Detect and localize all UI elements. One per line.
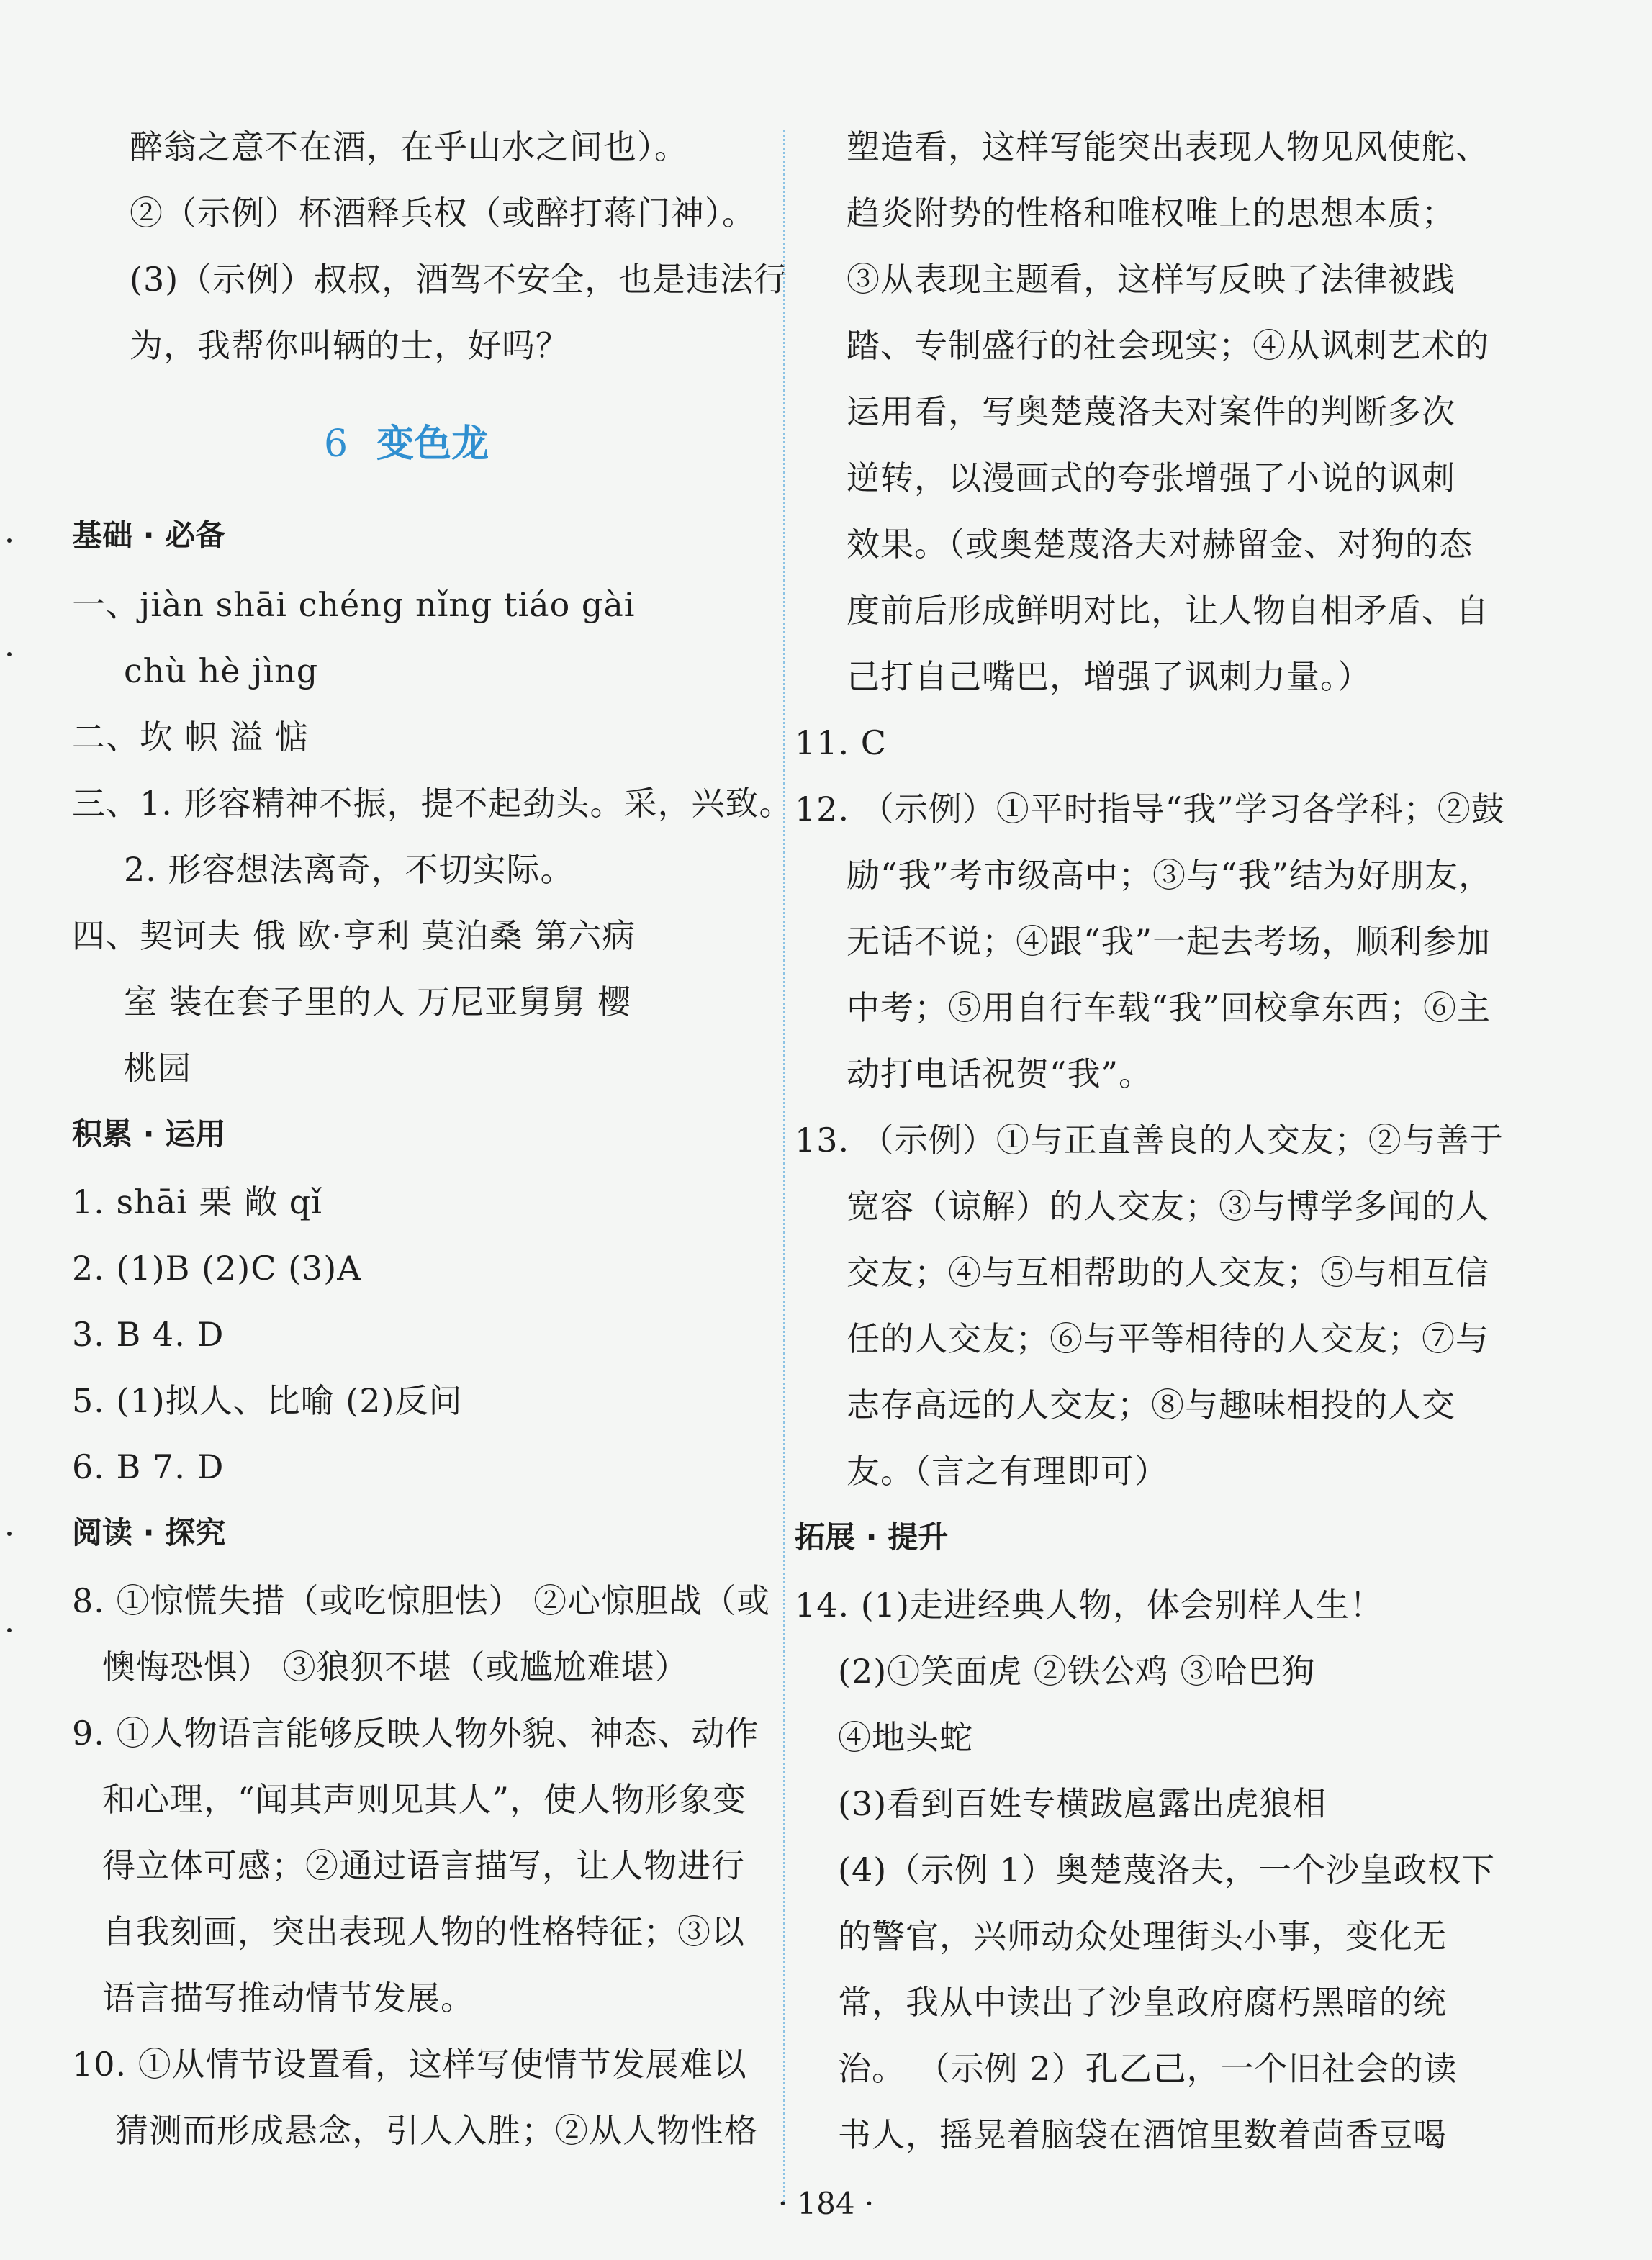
text-line: 志存高远的人交友；⑧与趣味相投的人交 (847, 1386, 1455, 1424)
text-line: 效果。（或奥楚蔑洛夫对赫留金、对狗的态 (847, 525, 1473, 564)
text-line: 二、坎 帜 溢 惦 (72, 718, 309, 756)
text-line: (2)①笑面虎 ②铁公鸡 ③哈巴狗 (838, 1652, 1316, 1691)
text-line: 得立体可感；②通过语言描写，让人物进行 (102, 1846, 745, 1885)
text-line: 宽容（谅解）的人交友；③与博学多闻的人 (847, 1187, 1489, 1226)
text-line: 12. （示例）①平时指导“我”学习各学科；②鼓 (795, 790, 1505, 828)
text-line: 一、jiàn shāi chéng nǐng tiáo gài (72, 585, 636, 624)
text-line: chù hè jìng (124, 651, 319, 690)
section-title-text: 变色龙 (376, 422, 489, 466)
text-line: 交友；④与互相帮助的人交友；⑤与相互信 (847, 1253, 1489, 1292)
text-line: 语言描写推动情节发展。 (102, 1979, 474, 2017)
section-heading: 拓展 · 提升 (795, 1519, 949, 1555)
text-line: 趋炎附势的性格和唯权唯上的思想本质； (847, 194, 1455, 232)
text-line: 为，我帮你叫辆的士，好吗？ (130, 326, 569, 365)
text-line: 醉翁之意不在酒，在乎山水之间也）。 (130, 127, 688, 166)
text-line: 三、1. 形容精神不振，提不起劲头。采，兴致。 (72, 784, 793, 823)
page-number: · 184 · (777, 2186, 875, 2221)
section-heading: 积累 · 运用 (72, 1116, 226, 1152)
margin-dot (7, 1532, 12, 1536)
text-line: (3)看到百姓专横跋扈露出虎狼相 (838, 1784, 1327, 1823)
text-line: 治。 （示例 2）孔乙己，一个旧社会的读 (838, 2049, 1458, 2088)
text-line: 6. B 7. D (72, 1447, 225, 1486)
text-line: 中考；⑤用自行车载“我”回校拿东西；⑥主 (847, 988, 1491, 1027)
margin-dot (7, 652, 12, 656)
text-line: 四、契诃夫 俄 欧·亨利 莫泊桑 第六病 (72, 916, 636, 955)
text-line: 11. C (795, 723, 887, 762)
margin-dot (7, 1628, 12, 1632)
text-line: 己打自己嘴巴，增强了讽刺力量。） (847, 657, 1371, 696)
text-line: 塑造看，这样写能突出表现人物见风使舵、 (847, 127, 1489, 166)
text-line: 逆转，以漫画式的夸张增强了小说的讽刺 (847, 458, 1455, 497)
text-line: 5. (1)拟人、比喻 (2)反问 (72, 1381, 463, 1420)
text-line: 猜测而形成悬念，引人入胜；②从人物性格 (115, 2111, 758, 2150)
section-number: 6 (324, 422, 348, 466)
text-line: 3. B 4. D (72, 1315, 225, 1354)
section-title (324, 419, 489, 469)
margin-dot (7, 538, 12, 543)
text-line: 1. shāi 栗 敞 qǐ (72, 1183, 322, 1221)
section-heading: 基础 · 必备 (72, 517, 226, 553)
text-line: (4)（示例 1）奥楚蔑洛夫，一个沙皇政权下 (838, 1850, 1496, 1889)
text-line: 2. 形容想法离奇，不切实际。 (124, 850, 574, 889)
text-line: 友。（言之有理即可） (847, 1452, 1168, 1491)
text-line: 室 装在套子里的人 万尼亚舅舅 樱 (124, 982, 631, 1021)
text-line: 任的人交友；⑥与平等相待的人交友；⑦与 (847, 1319, 1489, 1358)
text-line: 2. (1)B (2)C (3)A (72, 1249, 362, 1288)
text-line: 无话不说；④跟“我”一起去考场，顺利参加 (847, 922, 1491, 961)
text-line: 8. ①惊慌失措（或吃惊胆怯） ②心惊胆战（或 (72, 1581, 771, 1620)
text-line: 10. ①从情节设置看，这样写使情节发展难以 (72, 2045, 747, 2084)
text-line: 的警官，兴师动众处理街头小事，变化无 (838, 1917, 1447, 1956)
text-line: ②（示例）杯酒释兵权（或醉打蒋门神）。 (130, 194, 756, 232)
text-line: 踏、专制盛行的社会现实；④从讽刺艺术的 (847, 326, 1489, 365)
text-line: (3)（示例）叔叔，酒驾不安全，也是违法行 (130, 260, 788, 299)
text-line: 度前后形成鲜明对比，让人物自相矛盾、自 (847, 591, 1489, 630)
text-line: 和心理，“闻其声则见其人”，使人物形象变 (102, 1780, 747, 1819)
text-line: 动打电话祝贺“我”。 (847, 1054, 1153, 1093)
text-line: 懊悔恐惧） ③狼狈不堪（或尴尬难堪） (102, 1647, 689, 1686)
text-line: 桃园 (124, 1049, 191, 1088)
text-line: 9. ①人物语言能够反映人物外貌、神态、动作 (72, 1714, 759, 1753)
text-line: 13. （示例）①与正直善良的人交友；②与善于 (795, 1121, 1504, 1160)
text-line: 常，我从中读出了沙皇政府腐朽黑暗的统 (838, 1983, 1447, 2022)
text-line: 运用看，写奥楚蔑洛夫对案件的判断多次 (847, 392, 1455, 431)
section-heading: 阅读 · 探究 (72, 1515, 226, 1550)
text-line: 14. (1)走进经典人物，体会别样人生！ (795, 1586, 1384, 1624)
text-line: 自我刻画，突出表现人物的性格特征；③以 (102, 1912, 745, 1951)
column-divider (783, 130, 785, 2202)
text-line: 书人，摇晃着脑袋在酒馆里数着茴香豆喝 (838, 2115, 1447, 2154)
text-line: 励“我”考市级高中；③与“我”结为好朋友， (847, 856, 1493, 895)
text-line: ③从表现主题看，这样写反映了法律被践 (847, 260, 1455, 299)
text-line: ④地头蛇 (838, 1718, 973, 1757)
